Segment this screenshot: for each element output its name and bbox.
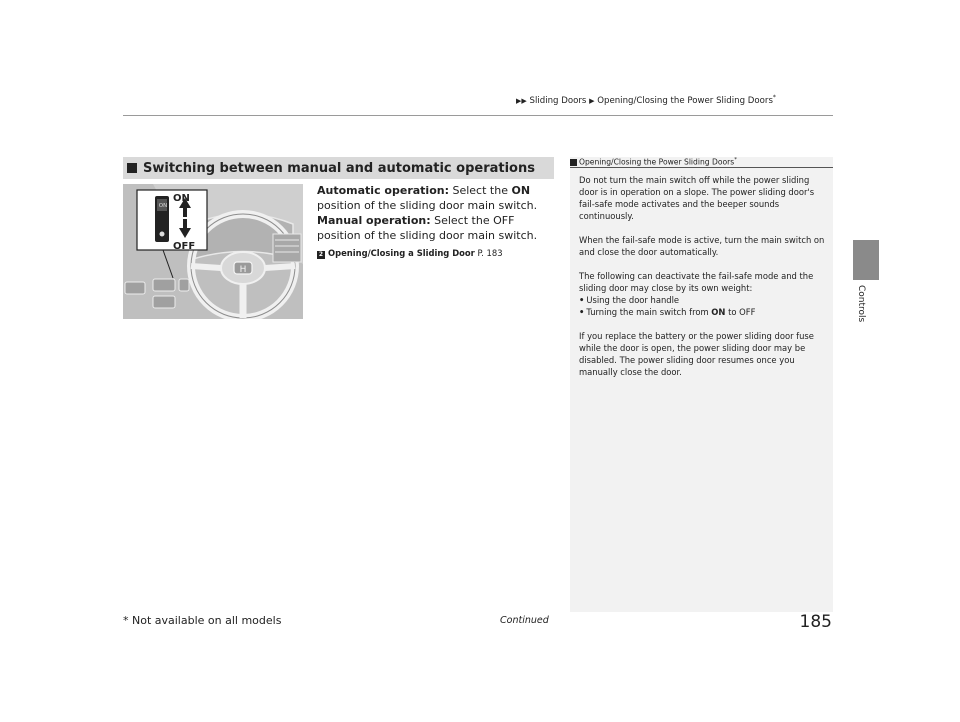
note-title: Opening/Closing the Power Sliding Doors — [579, 157, 735, 167]
page-number: 185 — [799, 612, 832, 632]
dashboard-illustration — [123, 184, 303, 319]
breadcrumb — [516, 94, 776, 106]
note-paragraph: When the fail-safe mode is active, turn the main switch on and close the door automatically. — [579, 235, 825, 257]
list-item — [579, 306, 827, 318]
switch-on-text: ON — [158, 203, 168, 209]
note-asterisk: * — [734, 157, 737, 163]
list-item-text: Using the door handle — [586, 295, 680, 305]
automatic-operation-on: ON — [511, 184, 531, 197]
breadcrumb-asterisk: * — [772, 94, 776, 101]
list-item — [579, 294, 827, 306]
note-rule — [570, 167, 833, 168]
list-item-text: Turning the main switch from — [586, 307, 709, 317]
automatic-operation-paragraph — [317, 183, 549, 213]
note-square-icon — [570, 159, 577, 166]
label-on: ON — [173, 193, 190, 204]
reference-title[interactable]: Opening/Closing a Sliding Door — [328, 248, 475, 258]
label-off: OFF — [173, 241, 196, 252]
note-bullet-list — [579, 294, 827, 318]
list-item-text-2: to OFF — [728, 307, 756, 317]
continued-label: Continued — [500, 615, 549, 626]
automatic-operation-label: Automatic operation: — [317, 184, 449, 197]
automatic-operation-text-2: position of the sliding door main switch. — [317, 199, 538, 212]
steering-wheel-switch-illustration — [123, 184, 303, 319]
cross-reference[interactable] — [317, 247, 549, 259]
manual-operation-label: Manual operation: — [317, 214, 431, 227]
automatic-operation-text: Select the — [452, 184, 508, 197]
chapter-tab-marker — [853, 240, 879, 280]
breadcrumb-arrow-icon: ▶ — [589, 96, 595, 105]
note-paragraph: Do not turn the main switch off while the power sliding door is in operation on a slope. The power sliding door's fail-safe mode activates and the beeper sounds continuously. — [579, 175, 815, 221]
reference-icon: 2 — [318, 251, 324, 258]
body-text — [317, 183, 549, 259]
note-paragraph: The following can deactivate the fail-safe mode and the sliding door may close by its own weight: — [579, 271, 814, 293]
breadcrumb-item-sliding-doors: Sliding Doors — [529, 95, 587, 106]
section-heading — [123, 157, 554, 179]
note-body — [579, 174, 827, 390]
chapter-tab-label: Controls — [856, 285, 866, 323]
manual-operation-text: Select the OFF position of the sliding door main switch. — [317, 214, 538, 242]
footnote: * Not available on all models — [123, 614, 282, 627]
svg-text:H: H — [239, 265, 247, 275]
section-title: Switching between manual and automatic operations — [143, 160, 535, 176]
reference-page: P. 183 — [477, 248, 503, 258]
list-item-on: ON — [711, 307, 726, 317]
note-heading — [570, 157, 737, 167]
breadcrumb-arrow-icon: ▶▶ — [516, 96, 527, 105]
section-square-icon — [127, 163, 137, 173]
note-paragraph: If you replace the battery or the power sliding door fuse while the door is open, the power sliding door may be disabled. The power sliding door resumes once you manually close the door. — [579, 331, 814, 377]
header-rule — [123, 115, 833, 116]
breadcrumb-item-power-sliding-doors: Opening/Closing the Power Sliding Doors — [597, 95, 773, 106]
manual-operation-paragraph — [317, 213, 549, 243]
